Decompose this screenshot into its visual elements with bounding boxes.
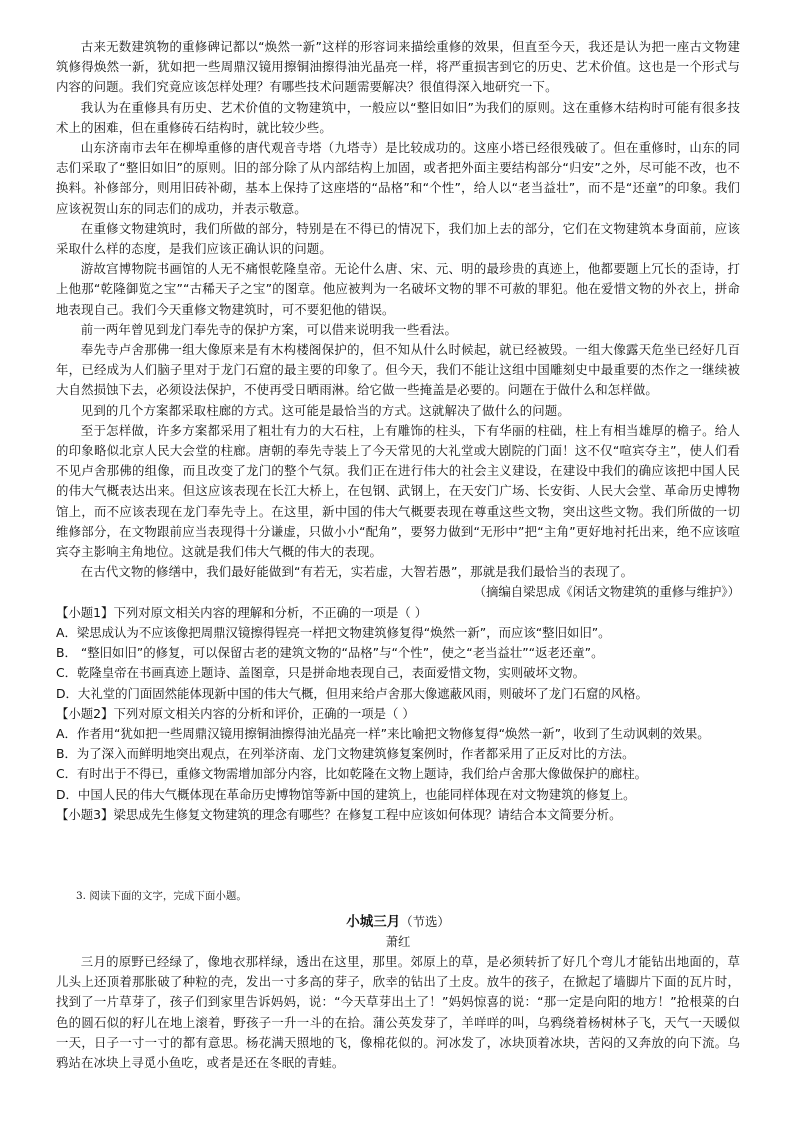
option-b: B． “整旧如旧”的修复，可以保留古老的建筑文物的“品格”与“个性”，使之“老当益壮”“返老还童”。 <box>56 645 604 661</box>
paragraph-4: 在重修文物建筑时，我们所做的部分，特别是在不得已的情况下，我们加上去的部分，它们在文物建筑本身面前，应该采取什么样的态度，是我们应该正确认识的问题。 <box>56 220 740 257</box>
article-paragraph-1: 三月的原野已经绿了，像地衣那样绿，透出在这里，那里。郊原上的草，是必须转折了好几个弯儿才能钻出地面的，草儿头上还顶着那胀破了种粒的壳，发出一寸多高的芽子，欣幸的钻出了土皮。放牛的孩子，在掀起了墙脚片下面的瓦片时，找到了一片草芽了，孩子们到家里告诉妈妈，说：“今天草芽出土了！”妈妈惊喜的说：“那一定是向阳的地方！”抢根菜的白色的圆石似的籽儿在地上滚着，野孩子一升一斗的在拾。蒲公英发芽了，羊咩咩的叫，乌鸦绕着杨树林子飞，天气一天暖似一天，日子一寸一寸的都有意思。杨花满天照地的飞，像棉花似的。河冰发了，冰块顶着冰块，苦闷的又奔放的向下流。乌鸦站在冰块上寻觅小鱼吃，或者是还在冬眠的青蛙。 <box>56 954 740 1071</box>
option-b: B．为了深入而鲜明地突出观点，在列举济南、龙门文物建筑修复案例时，作者都采用了正反对比的方法。 <box>56 746 635 762</box>
paragraph-8: 见到的几个方案都采取柱廊的方式。这可能是最恰当的方式。这就解决了做什么的问题。 <box>80 402 570 418</box>
option-d: D．大礼堂的门面固然能体现新中国的伟大气概，但用来给卢舍那大像遮蔽风雨，则破坏了龙门石窟的风格。 <box>56 685 648 701</box>
option-c: C．乾隆皇帝在书画真迹上题诗、盖图章，只是拼命地表现自己，表面爱惜文物，实则破坏文物。 <box>56 665 586 681</box>
paragraph-6: 前一两年曾见到龙门奉先寺的保护方案，可以借来说明我一些看法。 <box>80 321 458 337</box>
option-a: A．梁思成认为不应该像把周鼎汉镜擦得锃亮一样把文物建筑修复得“焕然一新”，而应该“整旧如旧”。 <box>56 624 611 640</box>
paragraph-7: 奉先寺卢舍那佛一组大像原来是有木构楼阁保护的，但不知从什么时候起，就已经被毁。一组大像露天危坐已经好几百年，已经成为人们脑子里对于龙门石窟的最主要的印象了。但今天，我们不能让这组中国雕刻史中最重要的杰作之一继续被大自然损蚀下去，必须设法保护，不使再受日晒雨淋。给它做一些掩盖是必要的。问题在于做什么和怎样做。 <box>56 342 740 398</box>
article-title: 小城三月 <box>346 914 401 930</box>
option-a: A．作者用“犹如把一些周鼎汉镜用擦铜油擦得油光晶亮一样”来比喻把文物修复得“焕然一新”，收到了生动讽刺的效果。 <box>56 725 710 741</box>
article-title-line <box>56 912 740 932</box>
passage-source: （摘编自梁思成《闲话文物建筑的重修与维护》） <box>473 584 740 600</box>
question-stem: 【小题1】下列对原文相关内容的理解和分析，不正确的一项是（ ） <box>56 604 428 620</box>
question-2 <box>56 704 740 805</box>
paragraph-5: 游故宫博物院书画馆的人无不痛恨乾隆皇帝。无论什么唐、宋、元、明的最珍贵的真迹上，他都要题上冗长的歪诗，打上他那“乾隆御览之宝”“古稀天子之宝”的图章。他应被判为一名破坏文物的罪不可赦的罪犯。他在爱惜文物的外衣上，拼命地表现自己。我们今天重修文物建筑时，可不要犯他的错误。 <box>56 261 740 317</box>
passage <box>56 37 740 825</box>
article-author: 萧红 <box>385 934 411 949</box>
article-title-note: （节选） <box>400 914 450 929</box>
paragraph-2: 我认为在重修具有历史、艺术价值的文物建筑中，一般应以“整旧如旧”为我们的原则。这在重修木结构时可能有很多技术上的困难，但在重修砖石结构时，就比较少些。 <box>56 99 740 135</box>
question-1 <box>56 603 740 704</box>
paragraph-3: 山东济南市去年在柳埠重修的唐代观音寺塔（九塔寺）是比较成功的。这座小塔已经很残破了。但在重修时，山东的同志们采取了“整旧如旧”的原则。旧的部分除了从内部结构上加固，或者把外面主要结构部分“归安”之外，尽可能不改，也不换料。补修部分，则用旧砖补砌，基本上保持了这座塔的“品格”和“个性”，给人以“老当益壮”，而不是“还童”的印象。我们应该祝贺山东的同志们的成功，并表示敬意。 <box>56 140 740 216</box>
question-stem: 【小题2】下列对原文相关内容的分析和评价，正确的一项是（ ） <box>56 705 415 721</box>
section-3 <box>56 888 740 1073</box>
option-c: C．有时出于不得已，重修文物需增加部分内容，比如乾隆在文物上题诗，我们给卢舍那大像做保护的廊柱。 <box>56 766 648 782</box>
paragraph-1: 古来无数建筑物的重修碑记都以“焕然一新”这样的形容词来描绘重修的效果，但直至今天，我还是认为把一座古文物建筑修得焕然一新，犹如把一些周鼎汉镜用擦铜油擦得油光晶亮一样，将严重损害到它的历史、艺术价值。这也是一个形式与内容的问题。我们究竟应该怎样处理？有哪些技术问题需要解决？很值得深入地研究一下。 <box>56 39 740 95</box>
question-stem: 【小题3】梁思成先生修复文物建筑的理念有哪些？在修复工程中应该如何体现？请结合本文简要分析。 <box>56 806 622 822</box>
section-instruction: 3. 阅读下面的文字，完成下面小题。 <box>76 890 247 902</box>
paragraph-10: 在古代文物的修缮中，我们最好能做到“有若无，实若虚，大智若愚”，那就是我们最恰当的表现了。 <box>80 564 634 580</box>
question-3 <box>56 805 740 825</box>
paragraph-9: 至于怎样做，许多方案都采用了粗壮有力的大石柱，上有雕饰的柱头，下有华丽的柱础，柱上有相当雄厚的檐子。给人的印象略似北京人民大会堂的柱廊。唐朝的奉先寺装上了今天常见的大礼堂或大剧院的门面！这不仅“喧宾夺主”，使人们看不见卢舍那佛的组像，而且改变了龙门的整个气氛。我们正在进行伟大的社会主义建设，在建设中我们的确应该把中国人民的伟大气概表达出来。但这应该表现在长江大桥上，在包钢、武钢上，在天安门广场、长安街、人民大会堂、革命历史博物馆上，而不应该表现在龙门奉先寺上。在这里，新中国的伟大气概要表现在尊重这些文物，突出这些文物。我们所做的一切维修部分，在文物跟前应当表现得十分谦虚，只做小小“配角”，要努力做到“无形中”把“主角”更好地衬托出来，绝不应该喧宾夺主影响主角地位。这就是我们伟大气概的伟大的表现。 <box>56 422 740 560</box>
option-d: D．中国人民的伟大气概体现在革命历史博物馆等新中国的建筑上，也能同样体现在对文物建筑的修复上。 <box>56 786 636 802</box>
